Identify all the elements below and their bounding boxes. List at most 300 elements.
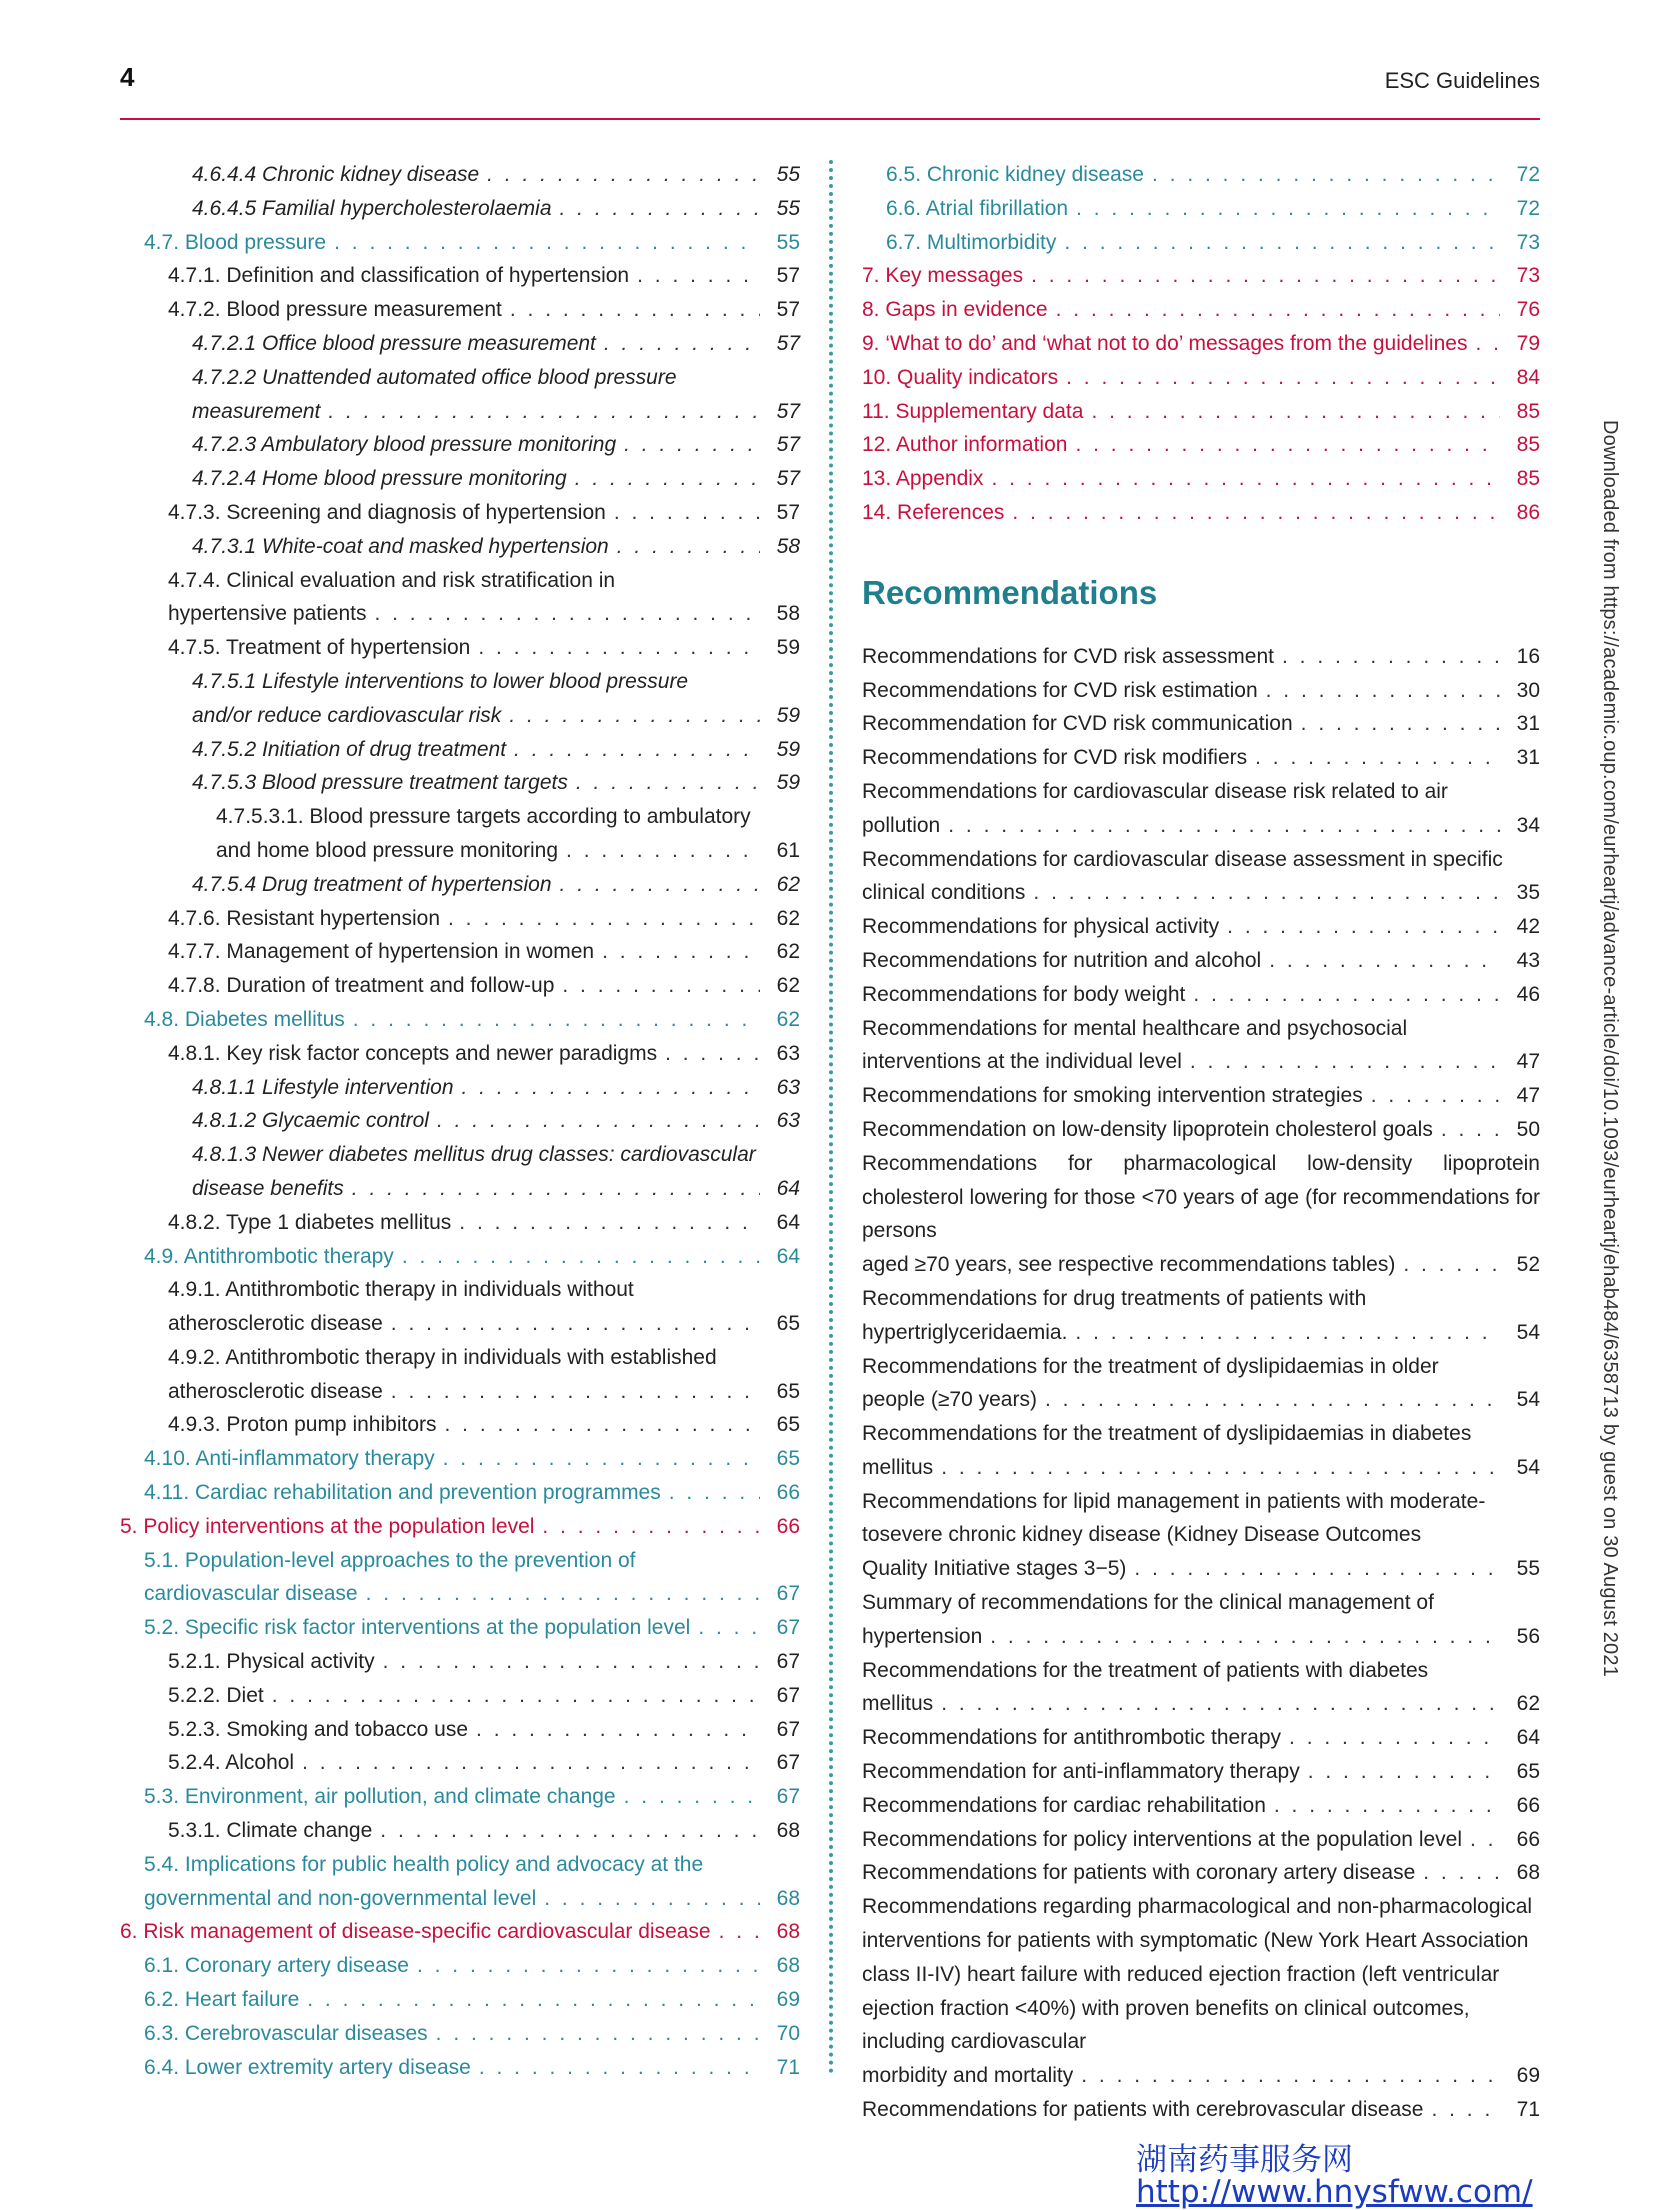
toc-entry-continuation: clinical conditions bbox=[862, 881, 1026, 905]
toc-page-number: 70 bbox=[776, 2021, 800, 2045]
toc-entry-text: 11. Supplementary data bbox=[862, 399, 1084, 423]
leader-dots bbox=[1431, 2093, 1500, 2127]
toc-entry-text: 4.7.2.3 Ambulatory blood pressure monitoring bbox=[192, 433, 617, 457]
header-rule bbox=[120, 118, 1540, 120]
leader-dots bbox=[576, 766, 760, 800]
toc-right-list bbox=[862, 158, 1540, 530]
toc-entry[interactable] bbox=[120, 496, 800, 530]
toc-entry[interactable] bbox=[120, 1071, 800, 1105]
toc-entry-line bbox=[192, 868, 800, 902]
leader-dots bbox=[402, 1240, 760, 1274]
toc-entry-text: 6.1. Coronary artery disease bbox=[144, 1954, 409, 1978]
toc-entry[interactable] bbox=[120, 1814, 800, 1848]
toc-entry-text: 5.3. Environment, air pollution, and climate change bbox=[144, 1785, 616, 1809]
leader-dots bbox=[614, 496, 760, 530]
leader-dots bbox=[462, 1071, 761, 1105]
toc-entry-text: 5.2. Specific risk factor interventions at the population level bbox=[144, 1616, 691, 1640]
toc-entry-text: Recommendations for physical activity bbox=[862, 915, 1220, 939]
toc-page-number: 58 bbox=[776, 602, 800, 626]
toc-entry-line bbox=[862, 1248, 1540, 1282]
toc-entry-text: 4.8.1.3 Newer diabetes mellitus drug classes: cardiovascular bbox=[192, 1143, 756, 1167]
toc-entry-text: 4.7.3.1 White-coat and masked hypertension bbox=[192, 534, 609, 558]
toc-entry[interactable] bbox=[120, 1408, 800, 1442]
toc-entry-text: 4.9. Antithrombotic therapy bbox=[144, 1244, 394, 1268]
toc-page-number: 68 bbox=[776, 1886, 800, 1910]
toc-entry-line bbox=[144, 1240, 800, 1274]
toc-entry-text: 4.7.6. Resistant hypertension bbox=[168, 906, 440, 930]
leader-dots bbox=[637, 259, 760, 293]
toc-entry-text: 4.9.1. Antithrombotic therapy in individuals without bbox=[168, 1278, 634, 1302]
recommendation-entry[interactable] bbox=[862, 1755, 1540, 1789]
recommendation-entry[interactable] bbox=[862, 1654, 1540, 1722]
toc-entry[interactable] bbox=[120, 1780, 800, 1814]
toc-entry[interactable] bbox=[120, 1746, 800, 1780]
toc-entry-text: 4.7. Blood pressure bbox=[144, 230, 327, 254]
toc-page-number: 34 bbox=[1516, 813, 1540, 837]
toc-entry-continuation: mellitus bbox=[862, 1692, 934, 1716]
leader-dots bbox=[1076, 192, 1500, 226]
leader-dots bbox=[1081, 2059, 1500, 2093]
toc-entry[interactable] bbox=[120, 1679, 800, 1713]
toc-entry-line bbox=[168, 597, 800, 631]
leader-dots bbox=[307, 1983, 760, 2017]
recommendation-entry[interactable] bbox=[862, 1147, 1540, 1282]
toc-entry[interactable] bbox=[120, 1003, 800, 1037]
toc-page-number: 55 bbox=[1516, 1557, 1540, 1581]
toc-page-number: 57 bbox=[776, 500, 800, 524]
toc-page-number: 86 bbox=[1516, 500, 1540, 524]
toc-page-number: 69 bbox=[1516, 2064, 1540, 2088]
leader-dots bbox=[575, 462, 760, 496]
toc-entry-text: 6.7. Multimorbidity bbox=[886, 230, 1057, 254]
toc-page-number: 62 bbox=[776, 974, 800, 998]
toc-page-number: 68 bbox=[776, 1954, 800, 1978]
download-side-note: Downloaded from https://academic.oup.com/eurheartj/advance-article/doi/10.1093/eurheartj/ehab484/6358713 by guest on 30 August 2021 bbox=[1599, 420, 1621, 1678]
toc-entry-text: 6.3. Cerebrovascular diseases bbox=[144, 2021, 428, 2045]
toc-entry-line bbox=[192, 733, 800, 767]
toc-entry-text: Recommendations for patients with coronary artery disease bbox=[862, 1861, 1416, 1885]
recommendation-entry[interactable] bbox=[862, 741, 1540, 775]
toc-entry-text: 5.1. Population-level approaches to the prevention of bbox=[144, 1548, 636, 1572]
toc-entry-text: 5.2.4. Alcohol bbox=[168, 1751, 295, 1775]
leader-dots bbox=[1012, 496, 1500, 530]
recommendation-entry[interactable] bbox=[862, 1586, 1540, 1654]
recommendation-entry[interactable] bbox=[862, 1721, 1540, 1755]
toc-entry[interactable] bbox=[120, 1476, 800, 1510]
toc-entry[interactable] bbox=[120, 1713, 800, 1747]
toc-entry[interactable] bbox=[120, 1949, 800, 1983]
toc-page-number: 43 bbox=[1516, 948, 1540, 972]
toc-right-column bbox=[862, 158, 1540, 2127]
toc-entry[interactable] bbox=[120, 1645, 800, 1679]
toc-page-number: 85 bbox=[1516, 433, 1540, 457]
toc-page-number: 55 bbox=[776, 163, 800, 186]
toc-entry-text: 4.7.2.1 Office blood pressure measurement bbox=[192, 331, 596, 355]
toc-page-number: 57 bbox=[776, 264, 800, 288]
recommendation-entry[interactable] bbox=[862, 1823, 1540, 1857]
toc-entry[interactable] bbox=[120, 428, 800, 462]
toc-entry-line bbox=[192, 192, 800, 226]
toc-entry[interactable] bbox=[120, 1104, 800, 1138]
leader-dots bbox=[391, 1375, 760, 1409]
toc-entry[interactable] bbox=[120, 1442, 800, 1476]
toc-entry[interactable] bbox=[862, 226, 1540, 260]
toc-page-number: 67 bbox=[776, 1717, 800, 1741]
recommendation-entry[interactable] bbox=[862, 1012, 1540, 1080]
recommendation-entry[interactable] bbox=[862, 1113, 1540, 1147]
toc-entry[interactable] bbox=[120, 462, 800, 496]
recommendation-entry[interactable] bbox=[862, 674, 1540, 708]
toc-page-number: 65 bbox=[776, 1312, 800, 1336]
toc-entry[interactable] bbox=[862, 327, 1540, 361]
toc-page-number: 66 bbox=[776, 1481, 800, 1505]
toc-page-number: 85 bbox=[1516, 399, 1540, 423]
toc-entry[interactable] bbox=[120, 1510, 800, 1544]
toc-entry-line bbox=[120, 1510, 800, 1544]
toc-page-number: 66 bbox=[776, 1514, 800, 1538]
toc-page-number: 68 bbox=[1516, 1861, 1540, 1885]
toc-entry[interactable] bbox=[120, 1544, 800, 1612]
toc-entry-line bbox=[862, 361, 1540, 395]
toc-entry-text: 5.2.2. Diet bbox=[168, 1683, 264, 1707]
toc-entry-text: 10. Quality indicators bbox=[862, 365, 1059, 389]
toc-entry[interactable] bbox=[120, 158, 800, 192]
toc-page-number: 73 bbox=[1516, 264, 1540, 288]
toc-entry-line bbox=[886, 158, 1540, 192]
toc-entry-text: 4.7.5.2 Initiation of drug treatment bbox=[192, 737, 507, 761]
toc-entry-line bbox=[862, 327, 1540, 361]
toc-entry-line bbox=[168, 1408, 800, 1442]
toc-page-number: 67 bbox=[776, 1650, 800, 1674]
toc-entry-line bbox=[192, 158, 800, 192]
toc-entry-text: 5. Policy interventions at the population level bbox=[120, 1514, 535, 1538]
toc-entry-text: Recommendations for the treatment of dyslipidaemias in older bbox=[862, 1354, 1439, 1378]
leader-dots bbox=[562, 969, 760, 1003]
toc-entry-line bbox=[862, 1856, 1540, 1890]
toc-entry-text: 4.8. Diabetes mellitus bbox=[144, 1007, 345, 1031]
toc-entry[interactable] bbox=[120, 226, 800, 260]
toc-entry-text: 4.7.5.1 Lifestyle interventions to lower blood pressure bbox=[192, 669, 689, 693]
leader-dots bbox=[941, 1687, 1500, 1721]
toc-page-number: 63 bbox=[776, 1075, 800, 1099]
toc-entry-line bbox=[144, 1577, 800, 1611]
toc-entry-text: Recommendations for the treatment of patients with diabetes bbox=[862, 1658, 1429, 1682]
recommendation-entry[interactable] bbox=[862, 944, 1540, 978]
leader-dots bbox=[514, 733, 760, 767]
toc-entry-line bbox=[862, 674, 1540, 708]
recommendation-entry[interactable] bbox=[862, 1789, 1540, 1823]
leader-dots bbox=[604, 327, 760, 361]
toc-page-number: 56 bbox=[1516, 1624, 1540, 1648]
recommendation-entry[interactable] bbox=[862, 1350, 1540, 1418]
recommendation-entry[interactable] bbox=[862, 910, 1540, 944]
toc-page-number: 35 bbox=[1516, 881, 1540, 905]
toc-entry-line bbox=[168, 1679, 800, 1713]
toc-entry[interactable] bbox=[120, 969, 800, 1003]
toc-entry-text: Summary of recommendations for the clinical management of bbox=[862, 1591, 1434, 1615]
toc-page-number: 57 bbox=[776, 433, 800, 457]
leader-dots bbox=[1190, 1045, 1500, 1079]
toc-entry[interactable] bbox=[120, 1848, 800, 1916]
toc-entry-text: 5.4. Implications for public health policy and advocacy at the bbox=[144, 1852, 704, 1876]
leader-dots bbox=[1134, 1552, 1500, 1586]
toc-entry-text: 6.6. Atrial fibrillation bbox=[886, 196, 1069, 220]
toc-entry-line bbox=[144, 1003, 800, 1037]
recommendation-entry[interactable] bbox=[862, 775, 1540, 843]
toc-entry-text: 4.7.1. Definition and classification of hypertension bbox=[168, 264, 630, 288]
toc-page-number: 54 bbox=[1516, 1320, 1540, 1344]
toc-entry-text: 4.7.5.3.1. Blood pressure targets according to ambulatory bbox=[216, 805, 751, 829]
toc-page-number: 67 bbox=[776, 1785, 800, 1809]
toc-entry-text: 6.2. Heart failure bbox=[144, 1988, 300, 2012]
leader-dots bbox=[1075, 428, 1500, 462]
toc-entry-line bbox=[192, 1071, 800, 1105]
leader-dots bbox=[448, 902, 760, 936]
toc-entry[interactable] bbox=[120, 766, 800, 800]
watermark-url[interactable]: http://www.hnysfww.com/ bbox=[1136, 2174, 1533, 2210]
toc-entry[interactable] bbox=[120, 1138, 800, 1206]
toc-entry[interactable] bbox=[120, 564, 800, 632]
leader-dots bbox=[544, 1882, 760, 1916]
recommendation-entry[interactable] bbox=[862, 1890, 1540, 2093]
toc-page-number: 73 bbox=[1516, 230, 1540, 254]
toc-entry-continuation: people (≥70 years) bbox=[862, 1388, 1037, 1412]
toc-page-number: 62 bbox=[776, 906, 800, 930]
toc-page-number: 59 bbox=[776, 703, 800, 727]
toc-entry-text: 4.7.7. Management of hypertension in women bbox=[168, 940, 595, 964]
page-number: 4 bbox=[120, 62, 135, 92]
toc-page-number: 65 bbox=[776, 1379, 800, 1403]
toc-page-number: 59 bbox=[776, 636, 800, 660]
toc-entry[interactable] bbox=[120, 530, 800, 564]
toc-entry[interactable] bbox=[120, 631, 800, 665]
toc-entry-text: 5.2.1. Physical activity bbox=[168, 1650, 375, 1674]
toc-entry-line bbox=[168, 1375, 800, 1409]
toc-page-number: 68 bbox=[776, 1819, 800, 1843]
recommendation-entry[interactable] bbox=[862, 640, 1540, 674]
toc-entry-text: 4.11. Cardiac rehabilitation and prevention programmes bbox=[144, 1481, 661, 1505]
toc-entry-line bbox=[168, 631, 800, 665]
toc-entry-line bbox=[168, 1307, 800, 1341]
toc-entry-continuation: aged ≥70 years, see respective recommendations tables) bbox=[862, 1253, 1396, 1277]
toc-entry-line bbox=[144, 1476, 800, 1510]
leader-dots bbox=[476, 1713, 760, 1747]
toc-entry-line bbox=[862, 395, 1540, 429]
leader-dots bbox=[1075, 1316, 1500, 1350]
toc-entry-line bbox=[192, 462, 800, 496]
toc-entry-line bbox=[192, 530, 800, 564]
toc-entry-line bbox=[144, 2051, 800, 2085]
toc-page-number: 16 bbox=[1516, 644, 1540, 668]
toc-entry-line bbox=[144, 1949, 800, 1983]
toc-entry-text: Recommendations for CVD risk assessment bbox=[862, 644, 1274, 668]
toc-page-number: 62 bbox=[776, 1007, 800, 1031]
leader-dots bbox=[1282, 640, 1500, 674]
toc-entry-line bbox=[168, 1814, 800, 1848]
toc-entry[interactable] bbox=[862, 293, 1540, 327]
toc-entry[interactable] bbox=[120, 327, 800, 361]
leader-dots bbox=[510, 293, 760, 327]
toc-entry[interactable] bbox=[120, 1273, 800, 1341]
toc-entry-line bbox=[168, 935, 800, 969]
toc-entry-continuation: disease benefits bbox=[192, 1176, 344, 1200]
toc-entry[interactable] bbox=[120, 1983, 800, 2017]
toc-entry-line bbox=[862, 462, 1540, 496]
leader-dots bbox=[352, 1172, 760, 1206]
toc-entry[interactable] bbox=[120, 1206, 800, 1240]
toc-entry-line bbox=[862, 1451, 1540, 1485]
toc-entry-continuation: hypertensive patients bbox=[168, 602, 367, 626]
toc-entry[interactable] bbox=[120, 665, 800, 733]
leader-dots bbox=[1308, 1755, 1500, 1789]
toc-entry[interactable] bbox=[862, 192, 1540, 226]
recommendation-entry[interactable] bbox=[862, 843, 1540, 911]
toc-entry[interactable] bbox=[862, 158, 1540, 192]
toc-entry-text: 4.7.5.3 Blood pressure treatment targets bbox=[192, 771, 568, 795]
toc-entry-line bbox=[144, 1442, 800, 1476]
toc-entry[interactable] bbox=[862, 259, 1540, 293]
leader-dots bbox=[417, 1949, 760, 1983]
toc-entry[interactable] bbox=[120, 800, 800, 868]
toc-entry[interactable] bbox=[120, 361, 800, 429]
toc-entry-line bbox=[120, 1915, 800, 1949]
toc-entry[interactable] bbox=[120, 868, 800, 902]
toc-entry-text: 9. ‘What to do’ and ‘what not to do’ messages from the guidelines bbox=[862, 331, 1468, 355]
toc-entry[interactable] bbox=[120, 1240, 800, 1274]
toc-entry-line bbox=[862, 2059, 1540, 2093]
toc-page-number: 57 bbox=[776, 331, 800, 355]
leader-dots bbox=[1470, 1823, 1500, 1857]
toc-page-number: 62 bbox=[776, 872, 800, 896]
toc-entry-text: 4.8.1.1 Lifestyle intervention bbox=[192, 1075, 454, 1099]
toc-entry[interactable] bbox=[120, 733, 800, 767]
toc-entry[interactable] bbox=[120, 1915, 800, 1949]
toc-entry-line bbox=[862, 809, 1540, 843]
toc-entry-line bbox=[862, 1823, 1540, 1857]
toc-entry-continuation: measurement bbox=[192, 399, 321, 423]
leader-dots bbox=[1274, 1789, 1500, 1823]
toc-entry-continuation: hypertension bbox=[862, 1624, 983, 1648]
recommendation-entry[interactable] bbox=[862, 2093, 1540, 2127]
toc-entry-text: Recommendation on low-density lipoprotein cholesterol goals bbox=[862, 1117, 1433, 1141]
toc-entry[interactable] bbox=[862, 462, 1540, 496]
toc-entry[interactable] bbox=[862, 361, 1540, 395]
leader-dots bbox=[1266, 674, 1500, 708]
recommendation-entry[interactable] bbox=[862, 1079, 1540, 1113]
leader-dots bbox=[479, 2051, 760, 2085]
toc-entry-line bbox=[168, 1746, 800, 1780]
toc-entry[interactable] bbox=[120, 1341, 800, 1409]
toc-entry-text: 7. Key messages bbox=[862, 264, 1024, 288]
toc-entry[interactable] bbox=[120, 293, 800, 327]
toc-entry-text: Recommendations for the treatment of dyslipidaemias in diabetes bbox=[862, 1422, 1472, 1446]
toc-entry-text: 14. References bbox=[862, 500, 1005, 524]
leader-dots bbox=[1152, 158, 1500, 192]
toc-entry-text: Recommendations regarding pharmacological and non-pharmacological interventions for patients with symptomatic (New York Heart Association class II-IV) heart failure with reduced ejection fraction (left ventricular ejection fraction <40%) with proven benefits on clinical outcomes, including cardiovascular bbox=[862, 1895, 1533, 2054]
toc-entry-text: Recommendations for CVD risk modifiers bbox=[862, 746, 1248, 770]
watermark-title: 湖南药事服务网 bbox=[1136, 2142, 1353, 2178]
toc-page-number: 55 bbox=[776, 196, 800, 220]
leader-dots bbox=[566, 834, 760, 868]
leader-dots bbox=[1045, 1383, 1500, 1417]
toc-entry-text: 4.7.5. Treatment of hypertension bbox=[168, 636, 471, 660]
toc-entry[interactable] bbox=[120, 902, 800, 936]
toc-entry-line bbox=[862, 496, 1540, 530]
toc-page-number: 30 bbox=[1516, 678, 1540, 702]
toc-entry-text: 4.8.2. Type 1 diabetes mellitus bbox=[168, 1210, 452, 1234]
toc-entry[interactable] bbox=[120, 2051, 800, 2085]
toc-entry-line bbox=[168, 1206, 800, 1240]
toc-entry-text: 4.8.1. Key risk factor concepts and newer paradigms bbox=[168, 1041, 658, 1065]
toc-page-number: 50 bbox=[1516, 1117, 1540, 1141]
toc-entry-line bbox=[144, 1611, 800, 1645]
toc-entry-line bbox=[168, 293, 800, 327]
toc-page-number: 64 bbox=[776, 1176, 800, 1200]
toc-page-number: 79 bbox=[1516, 331, 1540, 355]
toc-page-number: 57 bbox=[776, 467, 800, 491]
toc-page-number: 64 bbox=[1516, 1726, 1540, 1750]
toc-entry-continuation: atherosclerotic disease bbox=[168, 1312, 383, 1336]
toc-entry-text: 12. Author information bbox=[862, 433, 1068, 457]
toc-entry[interactable] bbox=[120, 935, 800, 969]
leader-dots bbox=[1091, 395, 1500, 429]
toc-entry[interactable] bbox=[120, 259, 800, 293]
recommendation-entry[interactable] bbox=[862, 707, 1540, 741]
toc-page-number: 67 bbox=[776, 1751, 800, 1775]
toc-page-number: 62 bbox=[776, 940, 800, 964]
toc-entry-line bbox=[862, 978, 1540, 1012]
toc-entry-line bbox=[862, 1687, 1540, 1721]
toc-page-number: 68 bbox=[776, 1920, 800, 1944]
toc-entry[interactable] bbox=[862, 395, 1540, 429]
toc-entry-text: Recommendations for cardiovascular disease risk related to air bbox=[862, 779, 1448, 803]
toc-entry-line bbox=[886, 192, 1540, 226]
toc-entry-text: 6.4. Lower extremity artery disease bbox=[144, 2055, 471, 2079]
toc-entry-text: 4.8.1.2 Glycaemic control bbox=[192, 1109, 429, 1133]
toc-entry-continuation: Quality Initiative stages 3−5) bbox=[862, 1557, 1127, 1581]
toc-entry-text: 5.2.3. Smoking and tobacco use bbox=[168, 1717, 469, 1741]
toc-entry[interactable] bbox=[120, 1037, 800, 1071]
recommendation-entry[interactable] bbox=[862, 1282, 1540, 1350]
toc-entry-text: Recommendations for drug treatments of patients with bbox=[862, 1286, 1367, 1310]
toc-entry-line bbox=[862, 707, 1540, 741]
toc-entry-line bbox=[862, 1620, 1540, 1654]
toc-page-number: 59 bbox=[776, 737, 800, 761]
recommendation-entry[interactable] bbox=[862, 1856, 1540, 1890]
toc-entry-text: Recommendation for CVD risk communication bbox=[862, 712, 1293, 736]
running-header-title: ESC Guidelines bbox=[1384, 68, 1540, 93]
toc-entry-text: Recommendations for mental healthcare and psychosocial bbox=[862, 1016, 1408, 1040]
toc-entry[interactable] bbox=[120, 192, 800, 226]
toc-entry[interactable] bbox=[862, 496, 1540, 530]
leader-dots bbox=[669, 1476, 760, 1510]
toc-entry-line bbox=[862, 1113, 1540, 1147]
toc-page-number: 67 bbox=[776, 1616, 800, 1640]
leader-dots bbox=[1269, 944, 1500, 978]
leader-dots bbox=[1403, 1248, 1500, 1282]
toc-entry[interactable] bbox=[120, 1611, 800, 1645]
toc-entry[interactable] bbox=[862, 428, 1540, 462]
toc-entry[interactable] bbox=[120, 2017, 800, 2051]
toc-page-number: 54 bbox=[1516, 1388, 1540, 1412]
recommendations-heading: Recommendations bbox=[862, 573, 1158, 611]
recommendation-entry[interactable] bbox=[862, 978, 1540, 1012]
leader-dots bbox=[1371, 1079, 1500, 1113]
recommendation-entry[interactable] bbox=[862, 1485, 1540, 1586]
toc-entry-line bbox=[192, 1104, 800, 1138]
toc-entry-continuation: cardiovascular disease bbox=[144, 1582, 358, 1606]
recommendation-entry[interactable] bbox=[862, 1417, 1540, 1485]
